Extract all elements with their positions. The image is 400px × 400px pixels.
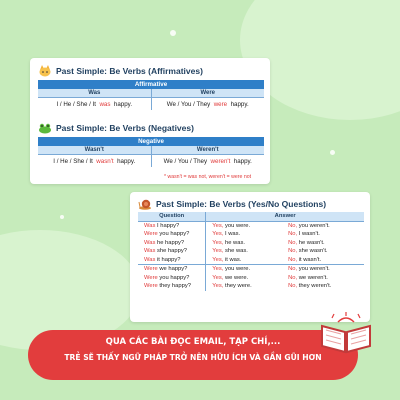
no-answer-cell (282, 230, 364, 239)
yes-answer-cell (206, 230, 282, 239)
no-answer-cell (282, 247, 364, 256)
question-row (138, 274, 364, 283)
question-cell (138, 256, 206, 265)
highlight-word: No, (288, 231, 298, 238)
complement-text: happy. (233, 157, 252, 165)
rest-text: I was. (223, 231, 241, 238)
negative-werent-cell (151, 155, 264, 168)
highlight-word: Were (144, 266, 158, 273)
highlight-word: Yes, (212, 256, 224, 263)
rest-text: they weren't. (297, 283, 332, 290)
banner-line-1: QUA CÁC BÀI ĐỌC EMAIL, TẠP CHÍ,... (105, 337, 281, 347)
yes-answer-cell (206, 221, 282, 230)
highlight-word: No, (288, 274, 298, 281)
subject-text: We / You / They (166, 100, 211, 108)
questions-title (138, 198, 326, 210)
no-answer-cell (282, 221, 364, 230)
rest-text: I happy? (155, 222, 180, 229)
subject-text: I / He / She / It (53, 157, 93, 165)
wasnt-header: Wasn't (38, 146, 151, 155)
verb-text: weren't (210, 157, 231, 165)
answer-header: Answer (206, 212, 364, 221)
affirmatives-table (38, 80, 264, 110)
background-dot (330, 150, 335, 155)
no-answer-cell (282, 256, 364, 265)
affirmative-band: Affirmative (38, 80, 264, 89)
question-cell (138, 230, 206, 239)
rest-text: I wasn't. (297, 231, 320, 238)
rest-text: you were. (223, 266, 251, 273)
rest-text: we were. (223, 274, 249, 281)
question-cell (138, 221, 206, 230)
no-answer-cell (282, 274, 364, 283)
highlight-word: Was (144, 256, 156, 263)
highlight-word: Yes, (212, 222, 224, 229)
rest-text: it happy? (155, 256, 181, 263)
rest-text: she wasn't. (297, 248, 328, 255)
highlight-word: No, (288, 222, 298, 229)
question-row (138, 256, 364, 265)
question-row (138, 239, 364, 248)
rest-text: it was. (223, 256, 242, 263)
highlight-word: Was (144, 239, 156, 246)
highlight-word: Yes, (212, 248, 224, 255)
highlight-word: No, (288, 283, 298, 290)
rest-text: she happy? (155, 248, 187, 255)
highlight-word: Yes, (212, 274, 224, 281)
negatives-table (38, 137, 264, 167)
subject-text: We / You / They (163, 157, 208, 165)
rest-text: you happy? (157, 274, 190, 281)
affirmatives-title-text: Past Simple: Be Verbs (Affirmatives) (56, 66, 203, 76)
was-header: Was (38, 89, 151, 98)
background-dot (170, 30, 176, 36)
contraction-note: * wasn't = was not, weren't = were not (164, 174, 252, 180)
negative-wasnt-cell (38, 155, 151, 168)
complement-text: happy. (113, 100, 133, 108)
snail-mascot-icon (138, 198, 152, 210)
highlight-word: Was (144, 222, 156, 229)
highlight-word: Were (144, 231, 158, 238)
negatives-title (38, 122, 194, 134)
no-answer-cell (282, 239, 364, 248)
rest-text: they were. (223, 283, 252, 290)
negative-band: Negative (38, 137, 264, 146)
question-row (138, 265, 364, 274)
banner-line-2: TRẺ SẼ THẤY NGỮ PHÁP TRỞ NÊN HỮU ÍCH VÀ GẦN GŨI HƠN (64, 353, 322, 362)
rest-text: they happy? (157, 283, 191, 290)
highlight-word: Yes, (212, 231, 224, 238)
were-header: Were (151, 89, 264, 98)
rest-text: he happy? (155, 239, 185, 246)
highlight-word: No, (288, 256, 298, 263)
highlight-word: Were (144, 274, 158, 281)
question-row (138, 221, 364, 230)
yes-answer-cell (206, 239, 282, 248)
questions-table (138, 212, 364, 291)
rest-text: you happy? (157, 231, 190, 238)
verb-text: wasn't (96, 157, 114, 165)
frog-mascot-icon (38, 122, 52, 134)
question-row (138, 230, 364, 239)
rest-text: you weren't. (297, 222, 330, 229)
werent-header: Weren't (151, 146, 264, 155)
rest-text: she was. (223, 248, 248, 255)
question-cell (138, 239, 206, 248)
highlight-word: No, (288, 248, 298, 255)
highlight-word: Yes, (212, 239, 224, 246)
rest-text: you weren't. (297, 266, 330, 273)
open-book-icon (318, 312, 374, 354)
questions-title-text: Past Simple: Be Verbs (Yes/No Questions) (156, 199, 327, 209)
highlight-word: No, (288, 239, 298, 246)
complement-text: happy. (230, 100, 249, 108)
verb-text: was (99, 100, 111, 108)
rest-text: we happy? (157, 266, 188, 273)
question-cell (138, 274, 206, 283)
question-row (138, 282, 364, 291)
subject-text: I / He / She / It (56, 100, 96, 108)
yes-answer-cell (206, 247, 282, 256)
yes-answer-cell (206, 265, 282, 274)
question-header: Question (138, 212, 206, 221)
verb-text: were (213, 100, 228, 108)
rest-text: it wasn't. (297, 256, 322, 263)
affirmative-was-cell (38, 98, 151, 111)
yes-answer-cell (206, 256, 282, 265)
rest-text: he wasn't. (297, 239, 325, 246)
background-dot (60, 215, 64, 219)
highlight-word: Yes, (212, 283, 224, 290)
highlight-word: Yes, (212, 266, 224, 273)
question-row (138, 247, 364, 256)
rest-text: he was. (223, 239, 245, 246)
questions-body (138, 221, 364, 291)
yes-answer-cell (206, 282, 282, 291)
yes-answer-cell (206, 274, 282, 283)
affirmative-were-cell (151, 98, 264, 111)
highlight-word: Was (144, 248, 156, 255)
no-answer-cell (282, 282, 364, 291)
question-cell (138, 247, 206, 256)
complement-text: happy. (117, 157, 136, 165)
affirmatives-title (38, 65, 203, 77)
rest-text: we weren't. (297, 274, 328, 281)
cat-mascot-icon (38, 65, 52, 77)
question-cell (138, 282, 206, 291)
rest-text: you were. (223, 222, 251, 229)
highlight-word: Were (144, 283, 158, 290)
negatives-title-text: Past Simple: Be Verbs (Negatives) (56, 123, 194, 133)
question-cell (138, 265, 206, 274)
promo-banner-text (28, 334, 358, 366)
highlight-word: No, (288, 266, 298, 273)
no-answer-cell (282, 265, 364, 274)
